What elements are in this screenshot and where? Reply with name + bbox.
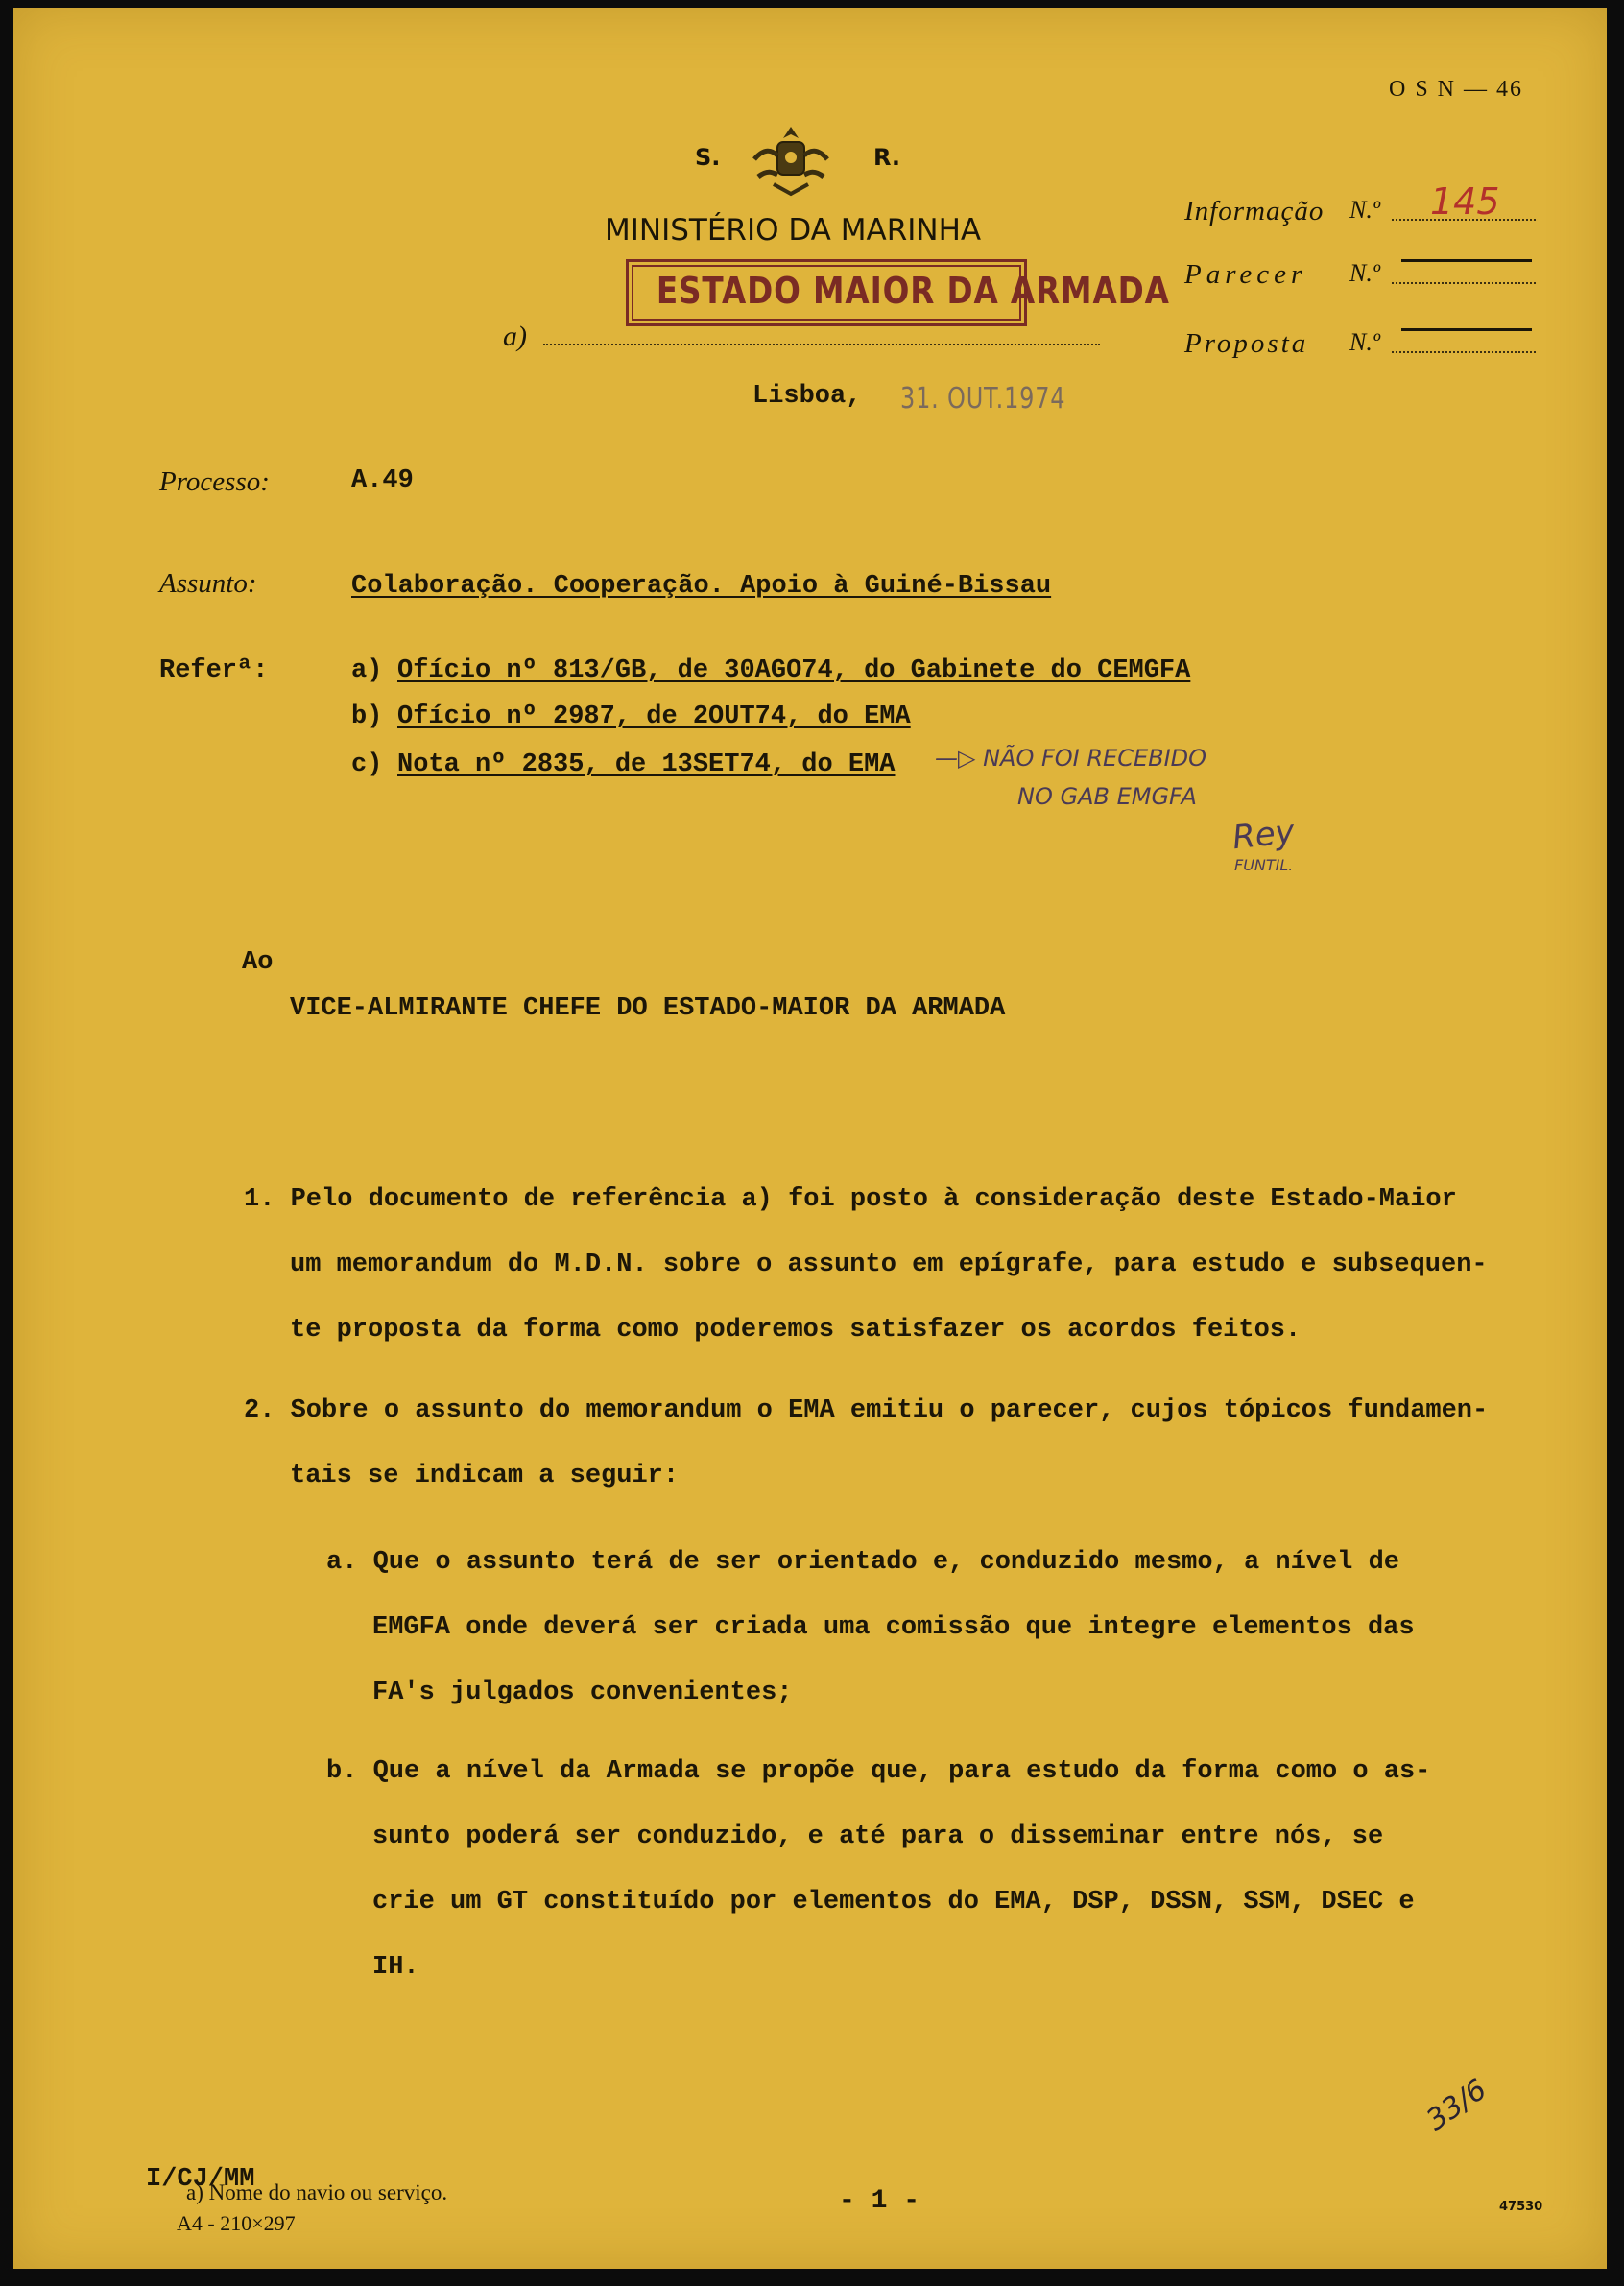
paragraph-2b-line-2: sunto poderá ser conduzido, e até para o disseminar entre nós, se [372, 1822, 1384, 1851]
proposta-no: N.º [1349, 328, 1380, 356]
service-line [543, 344, 1100, 345]
handwritten-note-line-2: NO GAB EMGFA [1017, 783, 1197, 810]
place-label: Lisboa, [752, 382, 862, 411]
s-mark: S. [695, 144, 721, 171]
addressee-name: VICE-ALMIRANTE CHEFE DO ESTADO-MAIOR DA ARMADA [290, 994, 1006, 1023]
footer-service-note: a) Nome do navio ou serviço. [186, 2180, 448, 2204]
paragraph-2a-line-1: a. Que o assunto terá de ser orientado e, conduzido mesmo, a nível de [326, 1548, 1399, 1577]
paragraph-2a [326, 1530, 1415, 1726]
department-stamp [626, 259, 1170, 326]
r-mark: R. [873, 144, 901, 171]
paragraph-2-line-2: tais se indicam a seguir: [290, 1462, 680, 1490]
ref-a-text: Ofício nº 813/GB, de 30AGO74, do Gabinete do CEMGFA [397, 656, 1191, 685]
service-label: a) [503, 321, 527, 352]
parecer-strike [1401, 259, 1532, 262]
paragraph-2b-line-3: crie um GT constituído por elementos do EMA, DSP, DSSN, SSM, DSEC e [372, 1888, 1415, 1917]
processo-value: A.49 [351, 466, 414, 495]
processo-label: Processo: [159, 466, 270, 497]
proposta-strike [1401, 328, 1532, 331]
assunto-value: Colaboração. Cooperação. Apoio à Guiné-Bissau [351, 572, 1052, 601]
stamp-text: ESTADO MAIOR DA ARMADA [656, 270, 1170, 312]
paragraph-2-line-1: 2. Sobre o assunto do memorandum o EMA emitiu o parecer, cujos tópicos fundamen- [244, 1396, 1489, 1425]
handwritten-initials: Rey [1230, 812, 1297, 858]
proposta-label: Proposta [1184, 328, 1309, 359]
ref-c-text: Nota nº 2835, de 13SET74, do EMA [397, 750, 896, 779]
parecer-line [1392, 282, 1536, 284]
page-number: - 1 - [839, 2186, 920, 2216]
parecer-label: Parecer [1184, 259, 1307, 290]
ministry-title: MINISTÉRIO DA MARINHA [605, 213, 982, 248]
paragraph-2b [326, 1739, 1430, 2000]
ref-b-letter: b) [351, 702, 383, 731]
footer-paper-format: A4 - 210×297 [177, 2211, 296, 2235]
date-stamp: 31. OUT.1974 [900, 382, 1066, 416]
corner-handwritten-mark: 33/6 [1421, 2072, 1493, 2138]
informacao-no: N.º [1349, 196, 1380, 224]
footer-initials: I/CJ/MM [146, 2165, 255, 2194]
paragraph-1-line-1: 1. Pelo documento de referência a) foi posto à consideração deste Estado-Maior [244, 1185, 1457, 1214]
parecer-no: N.º [1349, 259, 1380, 287]
document-code: O S N — 46 [1389, 77, 1524, 102]
addressee-to: Ao [242, 948, 274, 977]
paragraph-2a-line-2: EMGFA onde deverá ser criada uma comissão que integre elementos das [372, 1613, 1415, 1642]
informacao-number: 145 [1430, 180, 1500, 223]
paragraph-2b-line-4: IH. [372, 1953, 419, 1982]
paragraph-1-line-3: te proposta da forma como poderemos satisfazer os acordos feitos. [290, 1316, 1302, 1345]
print-code: 47530 [1499, 2200, 1543, 2214]
paragraph-1-line-2: um memorandum do M.D.N. sobre o assunto em epígrafe, para estudo e subsequen- [290, 1250, 1488, 1279]
coat-of-arms-icon [745, 121, 837, 206]
refer-label: Referª: [159, 656, 269, 685]
ref-c-letter: c) [351, 750, 383, 779]
handwritten-abbreviation: FUNTIL. [1234, 856, 1294, 874]
assunto-label: Assunto: [159, 568, 257, 599]
document-page [13, 8, 1607, 2269]
proposta-line [1392, 351, 1536, 353]
ref-a-letter: a) [351, 656, 383, 685]
informacao-label: Informação [1184, 196, 1325, 226]
paragraph-2a-line-3: FA's julgados convenientes; [372, 1679, 793, 1707]
paragraph-2b-line-1: b. Que a nível da Armada se propõe que, para estudo da forma como o as- [326, 1757, 1431, 1786]
paragraph-2 [244, 1378, 1488, 1509]
handwritten-note-line-1: —▷ NÃO FOI RECEBIDO [935, 745, 1207, 772]
paragraph-1 [244, 1167, 1488, 1363]
ref-b-text: Ofício nº 2987, de 2OUT74, do EMA [397, 702, 911, 731]
